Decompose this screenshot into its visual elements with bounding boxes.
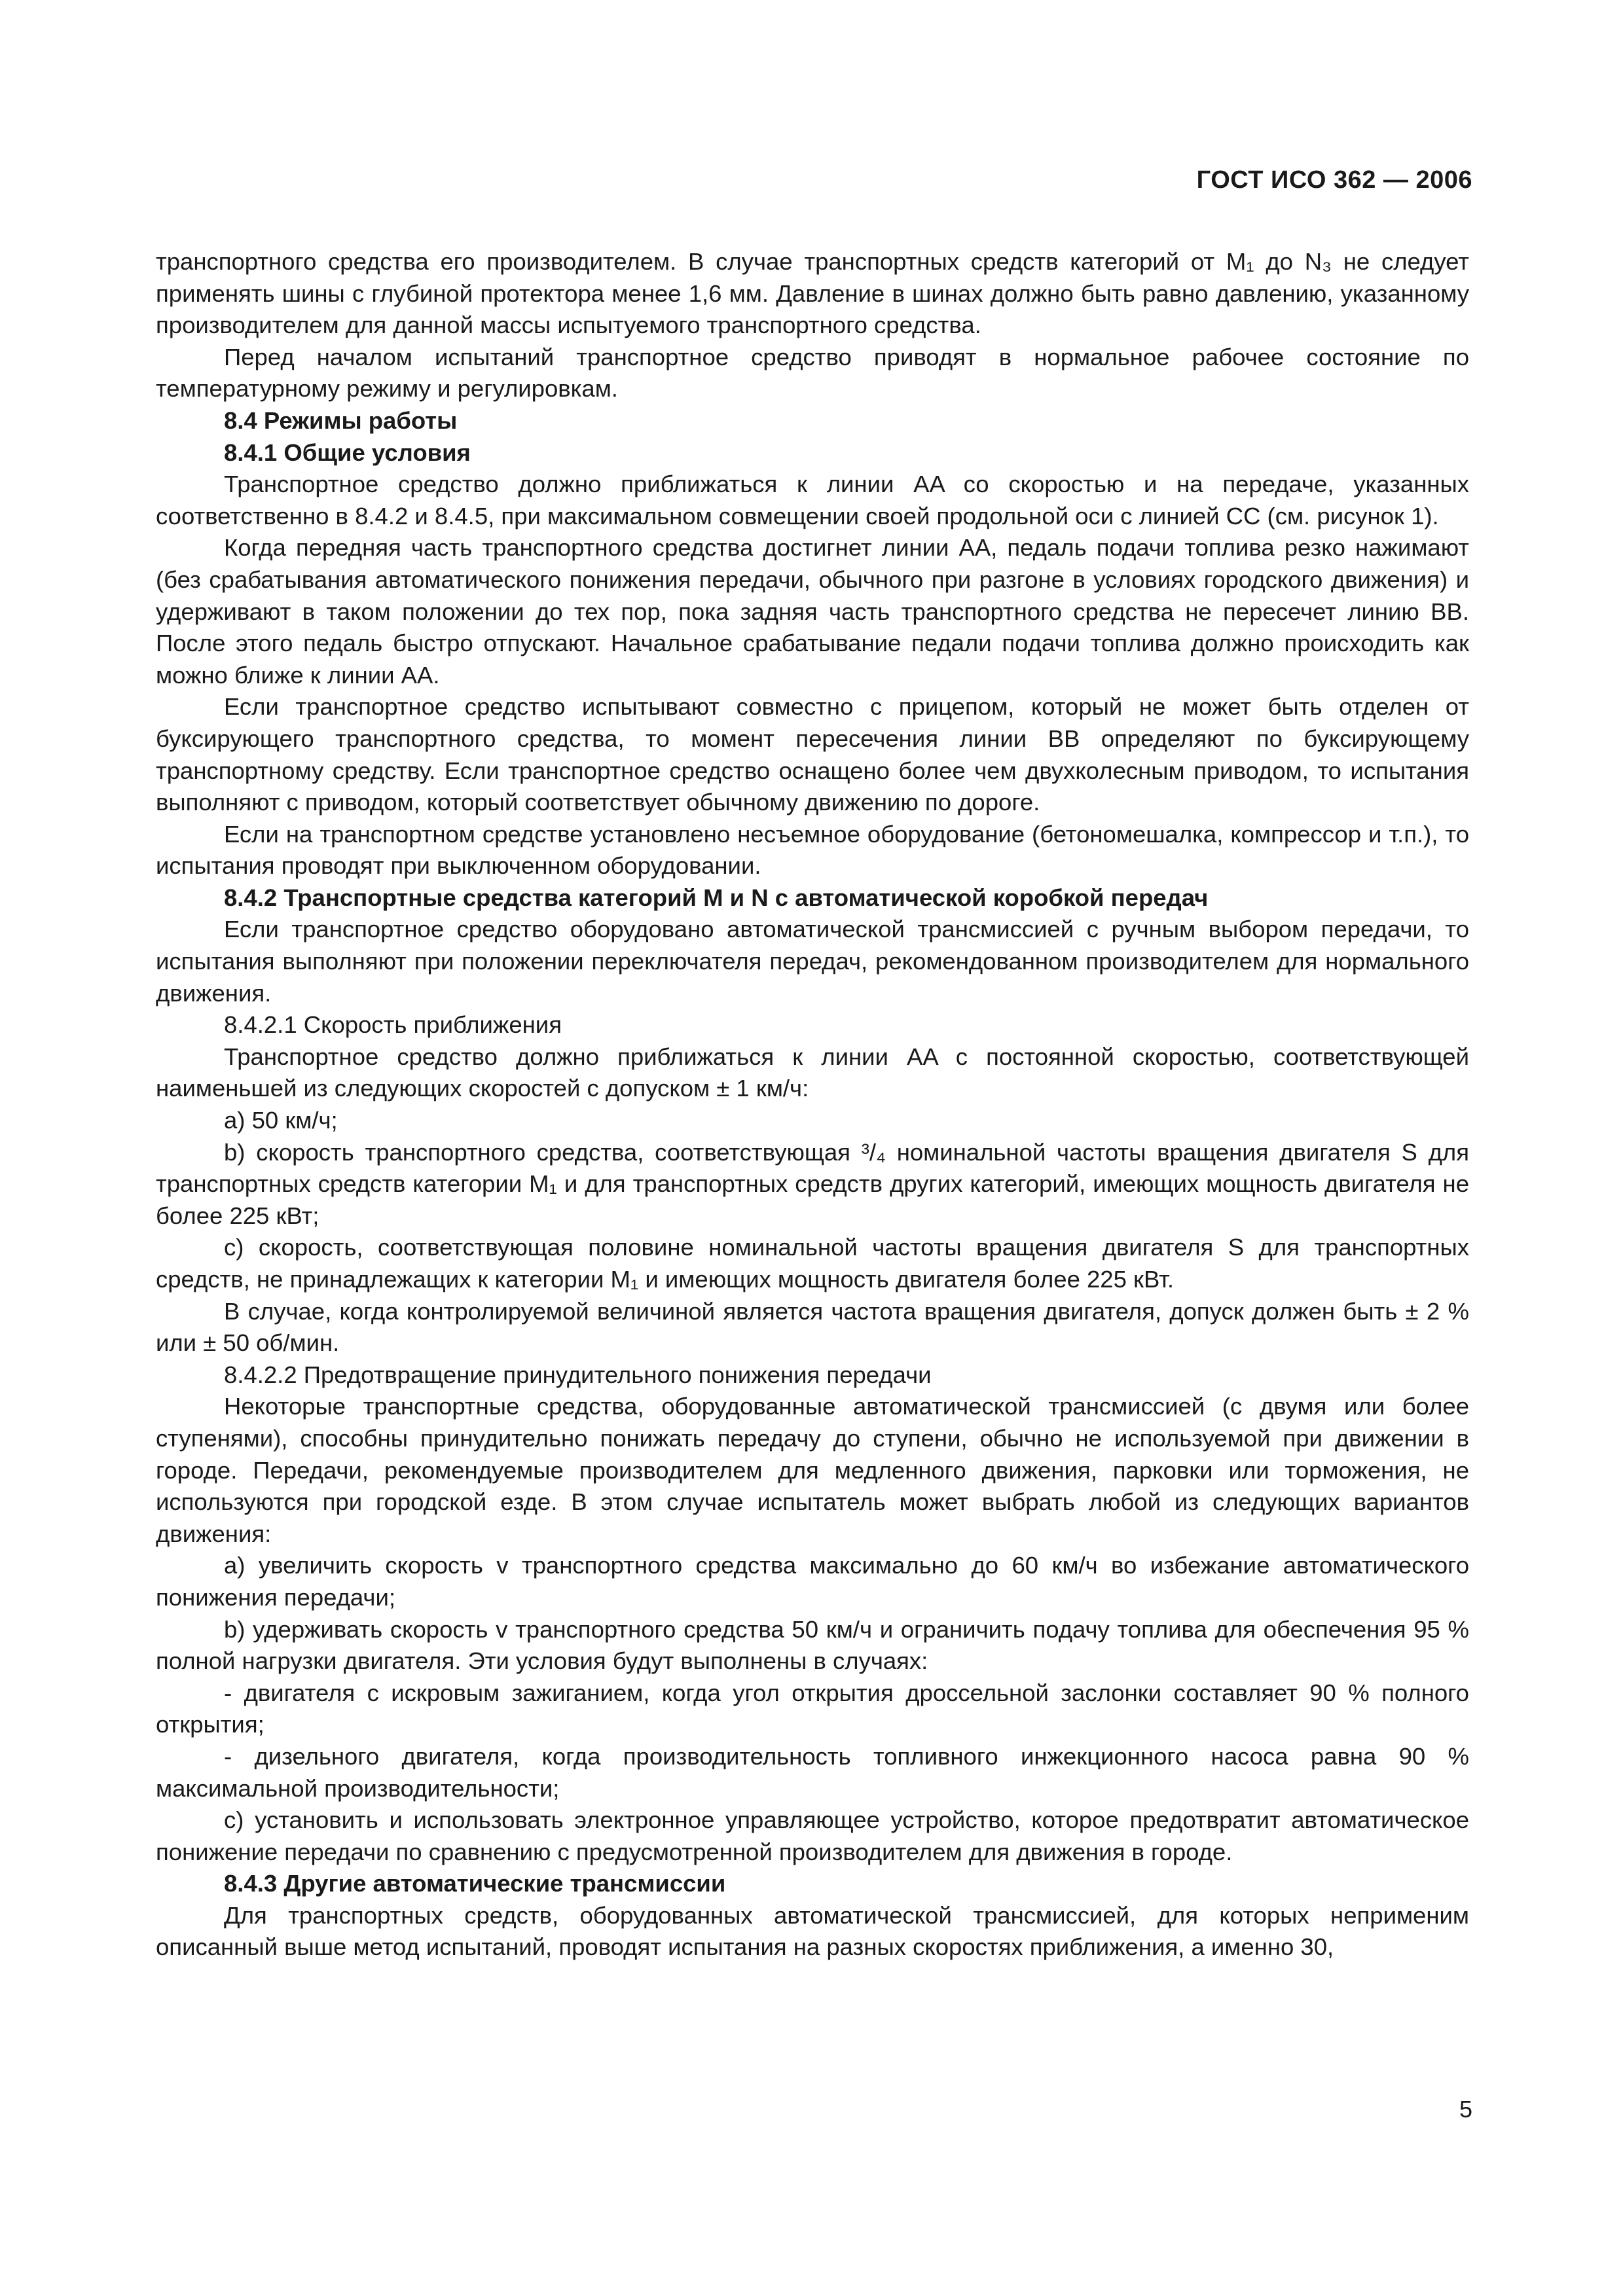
- standard-header: ГОСТ ИСО 362 — 2006: [1196, 166, 1472, 194]
- paragraph: транспортного средства его производителем. В случае транспортных средств категорий от M₁ до N₃ не следует применять шины с глубиной протектора менее 1,6 мм. Давление в шинах должно быть равно давлению, указанному производителем для данной массы испытуемого транспортного средства.: [156, 248, 1469, 339]
- paragraph: Если на транспортном средстве установлено несъемное оборудование (бетономешалка, компрессор и т.п.), то испытания проводят при выключенном оборудовании.: [156, 820, 1469, 880]
- section-heading: 8.4.3 Другие автоматические трансмиссии: [224, 1870, 726, 1897]
- list-item: - двигателя с искровым зажиганием, когда угол открытия дроссельной заслонки составляет 90 % полного открытия;: [156, 1679, 1469, 1738]
- list-item: - дизельного двигателя, когда производительность топливного инжекционного насоса равна 90 % максимальной производительности;: [156, 1742, 1469, 1802]
- paragraph: Если транспортное средство оборудовано автоматической трансмиссией с ручным выбором передачи, то испытания выполняют при положении переключателя передач, рекомендованном производителем для нормального движения.: [156, 916, 1469, 1007]
- paragraph: Транспортное средство должно приближаться к линии AA с постоянной скоростью, соответствующей наименьшей из следующих скоростей с допуском ± 1 км/ч:: [156, 1043, 1469, 1102]
- page-number: 5: [1459, 2096, 1472, 2123]
- paragraph: Для транспортных средств, оборудованных автоматической трансмиссией, для которых неприменим описанный выше метод испытаний, проводят испытания на разных скоростях приближения, а именно 30,: [156, 1901, 1469, 1961]
- section-heading: 8.4 Режимы работы: [224, 406, 458, 434]
- paragraph: Перед началом испытаний транспортное средство приводят в нормальное рабочее состояние по температурному режиму и регулировкам.: [156, 343, 1469, 403]
- list-item: a) 50 км/ч;: [224, 1107, 338, 1134]
- paragraph: Если транспортное средство испытывают совместно с прицепом, который не может быть отделен от буксирующего транспортного средства, то момент пересечения линии BB определяют по буксирующему транспортному средству. Если транспортное средство оснащено более чем двухколесным приводом, то испытания выполняют с приводом, который соответствует обычному движению по дороге.: [156, 693, 1469, 816]
- subsection-title: 8.4.2.1 Скорость приближения: [224, 1011, 562, 1039]
- list-item: b) удерживать скорость v транспортного средства 50 км/ч и ограничить подачу топлива для обеспечения 95 % полной нагрузки двигателя. Эти условия будут выполнены в случаях:: [156, 1615, 1469, 1675]
- list-item: b) скорость транспортного средства, соответствующая ³/₄ номинальной частоты вращения двигателя S для транспортных средств категории M₁ и для транспортных средств других категорий, имеющих мощность двигателя не более 225 кВт;: [156, 1138, 1469, 1229]
- list-item: a) увеличить скорость v транспортного средства максимально до 60 км/ч во избежание автоматического понижения передачи;: [156, 1552, 1469, 1611]
- paragraph: Когда передняя часть транспортного средства достигнет линии AA, педаль подачи топлива резко нажимают (без срабатывания автоматического понижения передачи, обычного при разгоне в условиях городского движения) и удерживают в таком положении до тех пор, пока задняя часть транспортного средства не пересечет линию BB. После этого педаль быстро отпускают. Начальное срабатывание педали подачи топлива должно происходить как можно ближе к линии AA.: [156, 534, 1469, 689]
- paragraph: Некоторые транспортные средства, оборудованные автоматической трансмиссией (с двумя или более ступенями), способны принудительно понижать передачу до ступени, обычно не используемой при движении в городе. Передачи, рекомендуемые производителем для медленного движения, парковки или торможения, не используются при городской езде. В этом случае испытатель может выбрать любой из следующих вариантов движения:: [156, 1393, 1469, 1547]
- document-body: [156, 246, 1469, 1964]
- paragraph: В случае, когда контролируемой величиной является частота вращения двигателя, допуск должен быть ± 2 % или ± 50 об/мин.: [156, 1297, 1469, 1357]
- subsection-title: 8.4.2.2 Предотвращение принудительного понижения передачи: [224, 1361, 932, 1388]
- section-heading: 8.4.2 Транспортные средства категорий M и N с автоматической коробкой передач: [224, 884, 1209, 911]
- list-item: c) установить и использовать электронное управляющее устройство, которое предотвратит автоматическое понижение передачи по сравнению с предусмотренной производителем для движения в городе.: [156, 1806, 1469, 1865]
- section-heading: 8.4.1 Общие условия: [224, 439, 471, 466]
- list-item: c) скорость, соответствующая половине номинальной частоты вращения двигателя S для транспортных средств, не принадлежащих к категории M₁ и имеющих мощность двигателя более 225 кВт.: [156, 1234, 1469, 1293]
- paragraph: Транспортное средство должно приближаться к линии AA со скоростью и на передаче, указанных соответственно в 8.4.2 и 8.4.5, при максимальном совмещении своей продольной оси с линией CC (см. рисунок 1).: [156, 471, 1469, 529]
